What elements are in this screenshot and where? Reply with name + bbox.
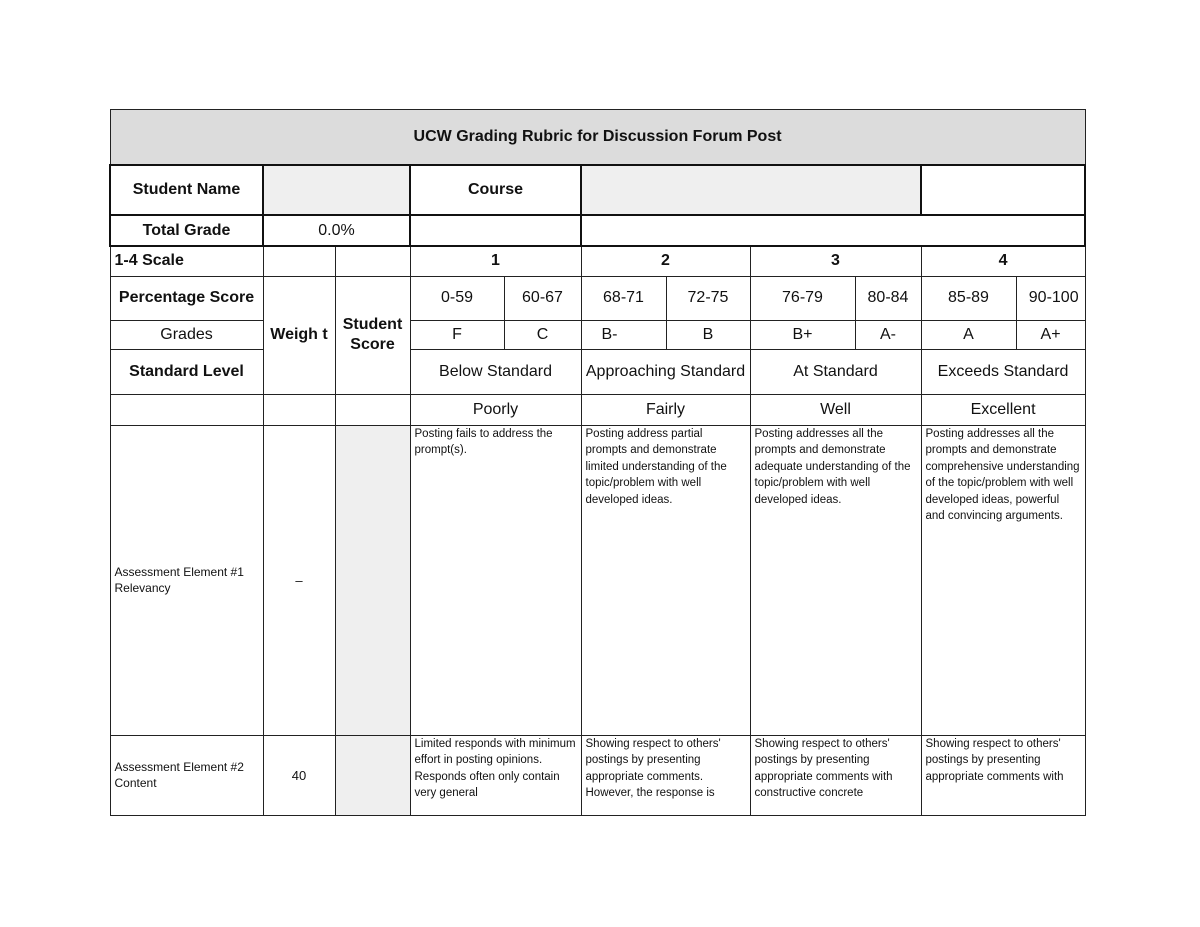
- standard-level: At Standard: [750, 349, 921, 394]
- performance-weight-blank: [263, 394, 335, 425]
- performance-row-blank: [110, 394, 263, 425]
- scale-1: 1: [410, 246, 581, 276]
- assessment-element-weight: 40: [263, 735, 335, 815]
- standard-level-label: Standard Level: [110, 349, 263, 394]
- criterion-description: Showing respect to others' postings by presenting appropriate comments with constructive concrete: [750, 735, 921, 815]
- performance-score-blank: [335, 394, 410, 425]
- criterion-description: Posting addresses all the prompts and demonstrate adequate understanding of the topic/problem with well developed ideas.: [750, 425, 921, 735]
- standard-level: Approaching Standard: [581, 349, 750, 394]
- standard-level: Exceeds Standard: [921, 349, 1085, 394]
- scale-2: 2: [581, 246, 750, 276]
- percentage-label: Percentage Score: [110, 276, 263, 320]
- grade-letter: B-: [581, 320, 666, 349]
- performance-level: Excellent: [921, 394, 1085, 425]
- table-row: [110, 735, 1085, 815]
- course-extra-field: [921, 165, 1085, 215]
- assessment-element-score[interactable]: [335, 735, 410, 815]
- performance-level: Poorly: [410, 394, 581, 425]
- percentage-range: 72-75: [666, 276, 750, 320]
- total-grade-remaining: [581, 215, 1085, 246]
- rubric-title: UCW Grading Rubric for Discussion Forum Post: [110, 110, 1085, 166]
- grade-letter: A+: [1016, 320, 1085, 349]
- assessment-element-score[interactable]: [335, 425, 410, 735]
- percentage-range: 60-67: [504, 276, 581, 320]
- scale-weight-blank: [263, 246, 335, 276]
- total-grade-label: Total Grade: [110, 215, 263, 246]
- criterion-description: Showing respect to others' postings by presenting appropriate comments with: [921, 735, 1085, 815]
- performance-level: Well: [750, 394, 921, 425]
- grades-label: Grades: [110, 320, 263, 349]
- percentage-range: 0-59: [410, 276, 504, 320]
- course-field[interactable]: [581, 165, 921, 215]
- criterion-description: Posting address partial prompts and demonstrate limited understanding of the topic/problem with well developed ideas.: [581, 425, 750, 735]
- table-row: [110, 425, 1085, 735]
- criterion-description: Posting addresses all the prompts and demonstrate comprehensive understanding of the topic/problem with well developed ideas, powerful and convincing arguments.: [921, 425, 1085, 735]
- grade-letter: A-: [855, 320, 921, 349]
- grade-letter: A: [921, 320, 1016, 349]
- course-label: Course: [410, 165, 581, 215]
- scale-score-blank: [335, 246, 410, 276]
- percentage-range: 68-71: [581, 276, 666, 320]
- total-grade-blank: [410, 215, 581, 246]
- percentage-range: 76-79: [750, 276, 855, 320]
- scale-label: 1-4 Scale: [110, 246, 263, 276]
- criterion-description: Posting fails to address the prompt(s).: [410, 425, 581, 735]
- grade-letter: C: [504, 320, 581, 349]
- grade-letter: B+: [750, 320, 855, 349]
- grade-letter: F: [410, 320, 504, 349]
- percentage-range: 90-100: [1016, 276, 1085, 320]
- student-score-header: Student Score: [335, 276, 410, 394]
- performance-level: Fairly: [581, 394, 750, 425]
- criterion-description: Limited responds with minimum effort in posting opinions. Responds often only contain very general: [410, 735, 581, 815]
- standard-level: Below Standard: [410, 349, 581, 394]
- grade-letter: B: [666, 320, 750, 349]
- percentage-range: 85-89: [921, 276, 1016, 320]
- student-name-field[interactable]: [263, 165, 410, 215]
- assessment-element-weight: –: [263, 425, 335, 735]
- total-grade-value: 0.0%: [263, 215, 410, 246]
- percentage-range: 80-84: [855, 276, 921, 320]
- scale-3: 3: [750, 246, 921, 276]
- weight-header: Weigh t: [263, 276, 335, 394]
- scale-4: 4: [921, 246, 1085, 276]
- grading-rubric-table: [109, 109, 1086, 816]
- student-name-label: Student Name: [110, 165, 263, 215]
- assessment-element-name: Assessment Element #2 Content: [110, 735, 263, 815]
- criterion-description: Showing respect to others' postings by presenting appropriate comments. However, the response is: [581, 735, 750, 815]
- assessment-element-name: Assessment Element #1 Relevancy: [110, 425, 263, 735]
